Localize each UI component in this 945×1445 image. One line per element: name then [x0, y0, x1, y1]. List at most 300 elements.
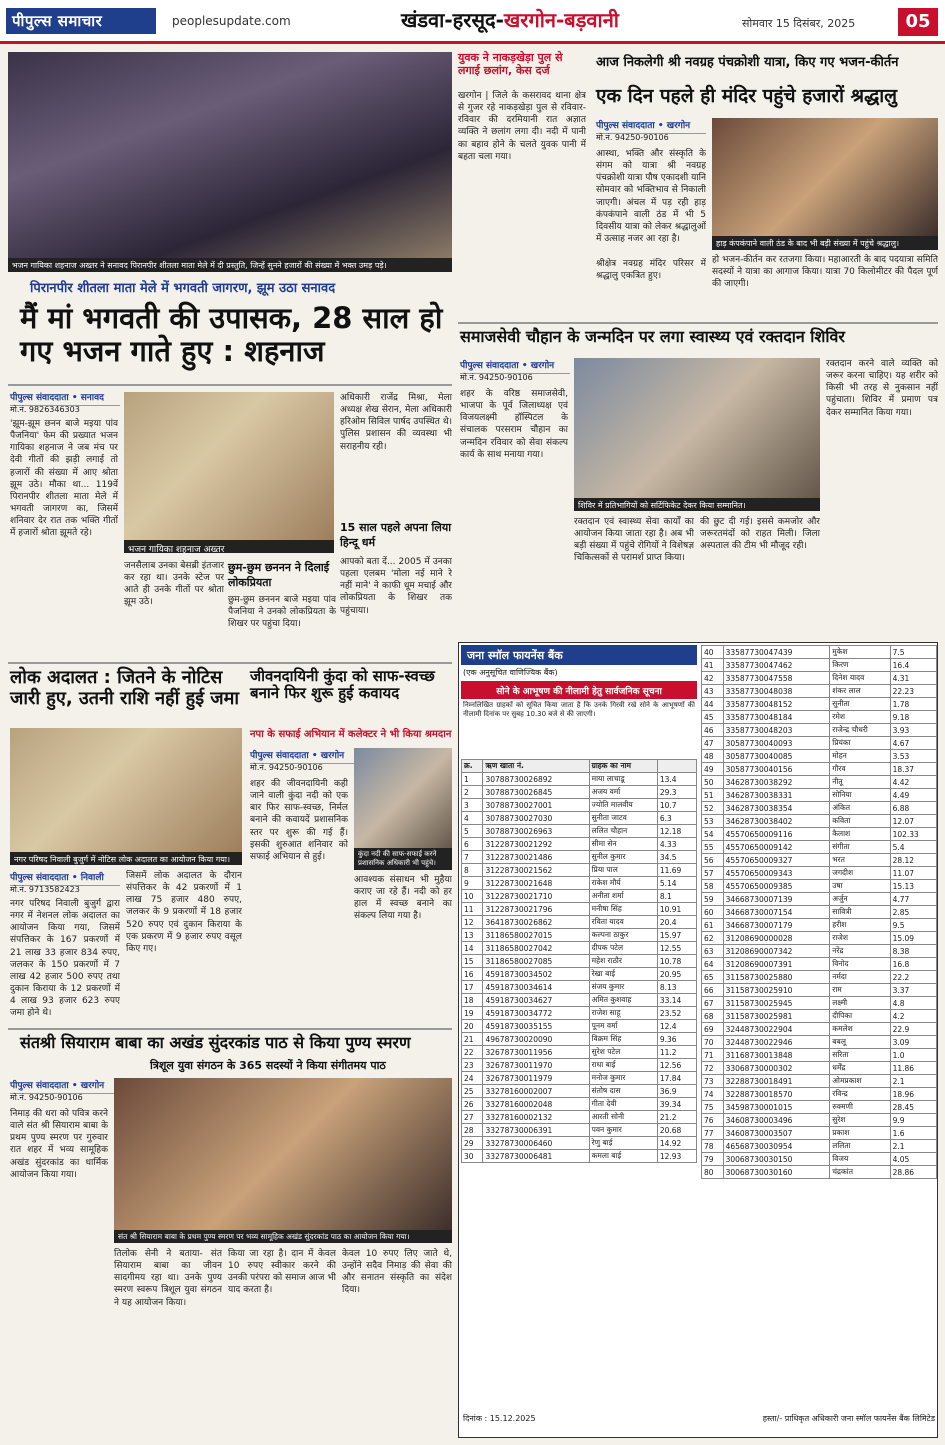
table-cell: 2.1	[890, 1075, 936, 1088]
table-cell: 31186580027042	[483, 942, 589, 955]
story4-body-col4: रक्तदान करने वाले व्यक्ति को जरूर करना चाहिए। यह शरीर को किसी भी तरह से नुकसान नहीं पहुंचाता। शिविर में प्रमाण पत्र देकर सम्मानित किया गया।	[826, 359, 938, 418]
table-row	[702, 893, 937, 906]
table-cell: कैलाश	[830, 828, 890, 841]
table-cell: 18.37	[890, 763, 936, 776]
table-cell: रविन्द्र	[830, 1088, 890, 1101]
table-cell: 31168730013848	[723, 1049, 830, 1062]
table-cell: महेश राठौर	[589, 955, 657, 968]
table-row	[462, 1046, 697, 1059]
table-cell: 40	[702, 646, 724, 659]
story6-body-col2: आवश्यक संसाधन भी मुहैया कराए जा रहे हैं। नदी को हर हाल में स्वच्छ बनाने का संकल्प लिया गया है।	[354, 875, 452, 922]
sundarkand-photo	[114, 1078, 452, 1230]
table-row	[702, 997, 937, 1010]
website-url[interactable]: peoplesupdate.com	[172, 14, 291, 28]
bank-subtitle: (एक अनुसूचित वाणिज्यिक बैंक)	[463, 668, 558, 677]
table-cell: ललित चौहान	[589, 825, 657, 838]
table-cell: 60	[702, 906, 724, 919]
divider	[8, 384, 452, 386]
table-row	[702, 802, 937, 815]
table-cell: 6.3	[657, 812, 696, 825]
story1-mobile: मो.नं. 9826346303	[10, 405, 80, 414]
table-cell: सरिता	[830, 1049, 890, 1062]
story5-body-col2: जिसमें लोक अदालत के दौरान संपत्तिकर के 42 प्रकरणों में 1 लाख 75 हजार 480 रुपए, जलकर के 9 प्रकरणों में 18 हजार 520 रुपए एवं दुकान किराया के एक प्रकरण में 9 हजार रुपए वसूल किए गए।	[126, 871, 242, 954]
table-cell: प्रिया पाल	[589, 864, 657, 877]
table-cell: 14	[462, 942, 483, 955]
table-cell: 34628730038354	[723, 802, 830, 815]
table-cell: 33587730047462	[723, 659, 830, 672]
story6-mobile: मो.नं. 94250-90106	[250, 763, 323, 772]
table-row	[702, 1166, 937, 1179]
story3-body-col3: श्रीक्षेत्र नवग्रह मंदिर परिसर में श्रद्धालु एकत्रित हुए।	[596, 259, 706, 282]
table-cell: 71	[702, 1049, 724, 1062]
table-cell: रेणु बाई	[589, 1137, 657, 1150]
table-cell: 30788730027001	[483, 799, 589, 812]
table-row	[702, 672, 937, 685]
story3-headline: एक दिन पहले ही मंदिर पहुंचे हजारों श्रद्धालु	[596, 85, 898, 107]
story3-mobile: मो.नं. 94250-90106	[596, 133, 669, 142]
table-row	[462, 1059, 697, 1072]
table-cell: 30068730030150	[723, 1153, 830, 1166]
table-row	[702, 958, 937, 971]
story7-byline: पीपुल्स संवाददाता • खरगोन	[10, 1078, 120, 1094]
table-cell: भरत	[830, 854, 890, 867]
kunda-river-photo	[354, 748, 452, 848]
table-row	[702, 945, 937, 958]
table-cell: 1.6	[890, 1127, 936, 1140]
table-cell: 32448730022946	[723, 1036, 830, 1049]
table-row	[462, 1150, 697, 1163]
table-cell: 10.91	[657, 903, 696, 916]
table-row	[702, 711, 937, 724]
table-cell: 76	[702, 1114, 724, 1127]
table-row	[702, 685, 937, 698]
table-cell: 33278730006391	[483, 1124, 589, 1137]
table-cell: 31186580027015	[483, 929, 589, 942]
table-cell: सीमा सेन	[589, 838, 657, 851]
story2-body: खरगोन | जिले के कसरावद थाना क्षेत्र से गुजर रहे नाकड़खेड़ा पुल से रविवार-रविवार की दरमियानी रात अज्ञात व्यक्ति ने छलांग लगा दी। नदी में पानी का बहाव होने के चलते युवक पानी में बहता चला गया।	[458, 91, 586, 162]
table-cell: 12.93	[657, 1150, 696, 1163]
table-cell: 4.8	[890, 997, 936, 1010]
table-cell: 34628730038331	[723, 789, 830, 802]
accounts-table-left	[461, 759, 697, 1407]
story3-byline: पीपुल्स संवाददाता • खरगोन	[596, 118, 706, 134]
camp-photo-caption: शिविर में प्रतिभागियों को सर्टिफिकेट देकर किया सम्मानित।	[574, 498, 820, 511]
camp-photo	[574, 358, 820, 498]
notice-signatory: हस्ता/- प्राधिकृत अधिकारी जना स्मॉल फायनेंस बैंक लिमिटेड	[762, 1414, 935, 1423]
table-cell: 33587730048184	[723, 711, 830, 724]
table-cell: 24	[462, 1072, 483, 1085]
table-cell: कल्पना ठाकुर	[589, 929, 657, 942]
table-cell: अंकित	[830, 802, 890, 815]
table-row	[702, 1101, 937, 1114]
table-cell: अमित कुशवाह	[589, 994, 657, 1007]
table-row	[702, 932, 937, 945]
table-row	[702, 776, 937, 789]
table-cell: 59	[702, 893, 724, 906]
table-cell: 33068730000302	[723, 1062, 830, 1075]
table-cell: 45918730034614	[483, 981, 589, 994]
table-cell: 31208690007391	[723, 958, 830, 971]
story4-body-col2: रक्तदान एवं स्वास्थ्य सेवा कार्यों का आयोजन किया जाता रहा है। अब भी बड़ी संख्या में पहुंचे रोगियों ने विशेषज्ञ चिकित्सकों से परामर्श प्राप्त किया।	[574, 517, 694, 564]
masthead	[0, 0, 945, 44]
story7-body: निमाड़ की धरा को पवित्र करने वाले संत श्री सियाराम बाबा के प्रथम पुण्य स्मरण पर गुरुवार रात शहर में भव्य सामूहिक अखंड सुंदरकांड का धार्मिक आयोजन किया गया।	[10, 1109, 108, 1180]
table-cell: 1	[462, 773, 483, 786]
table-cell: चंद्रकांत	[830, 1166, 890, 1179]
table-cell: 53	[702, 815, 724, 828]
table-cell: 31228730021486	[483, 851, 589, 864]
table-cell: दीपक पटेल	[589, 942, 657, 955]
table-row	[462, 838, 697, 851]
table-cell: 3.53	[890, 750, 936, 763]
table-cell: 34598730001015	[723, 1101, 830, 1114]
table-cell: 77	[702, 1127, 724, 1140]
table-cell: 12.56	[657, 1059, 696, 1072]
table-cell: 33278730006460	[483, 1137, 589, 1150]
table-cell: 33278160002132	[483, 1111, 589, 1124]
table-cell: 4.33	[657, 838, 696, 851]
table-row	[462, 968, 697, 981]
table-cell: 10.78	[657, 955, 696, 968]
table-cell: 4.2	[890, 1010, 936, 1023]
table-cell: 30587730040156	[723, 763, 830, 776]
table-cell: 23	[462, 1059, 483, 1072]
table-cell: राकेश मौर्य	[589, 877, 657, 890]
table-cell: 3	[462, 799, 483, 812]
table-row	[462, 825, 697, 838]
table-cell: 32678730011979	[483, 1072, 589, 1085]
table-cell: लक्ष्मी	[830, 997, 890, 1010]
table-row	[702, 763, 937, 776]
table-cell: 33587730047558	[723, 672, 830, 685]
table-cell: 34668730007139	[723, 893, 830, 906]
table-cell: 19	[462, 1007, 483, 1020]
table-cell: 31228730021796	[483, 903, 589, 916]
table-cell: सुरेश	[830, 1114, 890, 1127]
table-cell: 2.1	[890, 1140, 936, 1153]
table-cell: 32288730018570	[723, 1088, 830, 1101]
table-cell: 45918730034627	[483, 994, 589, 1007]
story4-mobile: मो.नं. 94250-90106	[460, 373, 533, 382]
kunda-photo-caption: कुंदा नदी की साफ-सफाई करने प्रशासनिक अधिकारी भी पहुंचे।	[354, 848, 452, 870]
table-cell: ज्योति मालवीय	[589, 799, 657, 812]
table-cell: 30788730026845	[483, 786, 589, 799]
table-cell: 46	[702, 724, 724, 737]
table-cell: 9.9	[890, 1114, 936, 1127]
table-row	[702, 1153, 937, 1166]
story1-byline: पीपुल्स संवाददाता • सनावद	[10, 390, 120, 406]
table-cell: 54	[702, 828, 724, 841]
table-cell: 34608730003496	[723, 1114, 830, 1127]
table-cell: 20.68	[657, 1124, 696, 1137]
table-cell: 43	[702, 685, 724, 698]
table-cell: 31228730021292	[483, 838, 589, 851]
story2-headline: युवक ने नाकड़खेड़ा पुल से लगाई छलांग, केस दर्ज	[458, 51, 563, 77]
table-cell: 34628730038292	[723, 776, 830, 789]
table-cell: 28.86	[890, 1166, 936, 1179]
table-cell: 22	[462, 1046, 483, 1059]
table-cell: 11.2	[657, 1046, 696, 1059]
table-cell: 20.95	[657, 968, 696, 981]
table-cell: 20.4	[657, 916, 696, 929]
sundarkand-photo-caption: संत श्री सियाराम बाबा के प्रथम पुण्य स्मरण पर भव्य सामूहिक अखंड सुंदरकांड पाठ का आयोजन किया गया।	[114, 1230, 452, 1243]
table-cell: 18.96	[890, 1088, 936, 1101]
auction-notice	[458, 642, 938, 1438]
table-cell: 6.88	[890, 802, 936, 815]
table-row	[462, 851, 697, 864]
story5-mobile: मो.नं. 9713582423	[10, 885, 80, 894]
table-cell: 34628730038402	[723, 815, 830, 828]
table-row	[462, 903, 697, 916]
table-cell: राधा बाई	[589, 1059, 657, 1072]
table-row	[702, 1010, 937, 1023]
story7-mobile: मो.नं. 94250-90106	[10, 1093, 83, 1102]
table-row	[702, 854, 937, 867]
table-cell: 17.84	[657, 1072, 696, 1085]
table-cell: मुकेश	[830, 646, 890, 659]
table-cell: कमलेश	[830, 1023, 890, 1036]
table-cell: 23.52	[657, 1007, 696, 1020]
table-cell: 20	[462, 1020, 483, 1033]
table-cell: गीता देवी	[589, 1098, 657, 1111]
table-cell: 57	[702, 867, 724, 880]
story1-subhead-2: छुम-छुम छननन ने दिलाई लोकप्रियता	[228, 561, 330, 589]
notice-date: दिनांक : 15.12.2025	[463, 1414, 536, 1423]
table-cell: 2	[462, 786, 483, 799]
story1-body-col5: आपको बता दें... 2005 में उनका पहला एलबम 'मोला नई माने रे नहीं माने' ने काफी धूम मचाई और लोकप्रियता के शिखर तक पहुंचाया।	[340, 557, 452, 616]
table-cell: 15	[462, 955, 483, 968]
table-row	[702, 919, 937, 932]
table-cell: 34.5	[657, 851, 696, 864]
table-cell: 29	[462, 1137, 483, 1150]
table-cell: 21	[462, 1033, 483, 1046]
story7-body-col2: तिलोक सेनी ने बताया- संत सियाराम बाबा का जीवन सादगीमय रहा था। उनके पुण्य स्मरण स्वरूप त्रिशूल युवा संगठन ने यह आयोजन किया।	[114, 1249, 222, 1308]
story1-headline: मैं मां भगवती की उपासक, 28 साल हो गए भजन गाते हुए : शहनाज	[20, 301, 443, 369]
table-cell: उषा	[830, 880, 890, 893]
story1-body-col2: जनसैलाब उनका बेसब्री इंतजार कर रहा था। उनके स्टेज पर आते ही उनके गीतों पर श्रोता झूम उठे।	[124, 561, 224, 608]
table-cell: 74	[702, 1088, 724, 1101]
table-cell: 17	[462, 981, 483, 994]
table-cell: 10	[462, 890, 483, 903]
table-cell: 36418730026862	[483, 916, 589, 929]
table-cell: 33278160002048	[483, 1098, 589, 1111]
table-cell: 12.55	[657, 942, 696, 955]
issue-date: सोमवार 15 दिसंबर, 2025	[742, 17, 856, 30]
table-cell: बबलू	[830, 1036, 890, 1049]
table-row	[702, 646, 937, 659]
story3-body: आस्था, भक्ति और संस्कृति के संगम को यात्रा श्री नवग्रह पंचक्रोशी यात्रा पौष एकादशी यानि सोमवार को भक्तिभाव से निकाली जाएगी। अंचल में पड़ रही हाड़ कंपकंपाने वाली ठंड में भी 5 दिवसीय यात्रा को लेकर श्रद्धालुओं में उत्साह नजर आ रहा है।	[596, 149, 706, 244]
table-cell: 31158730025981	[723, 1010, 830, 1023]
table-cell: 9	[462, 877, 483, 890]
story3-body-col2: हो भजन-कीर्तन कर रतजगा किया। महाआरती के बाद पदयात्रा समिति सदस्यों ने यात्रा का आगाज किया। यात्रा 70 किलोमीटर की पैदल पूर्ण की जाएगी।	[712, 255, 938, 290]
table-cell: 3.09	[890, 1036, 936, 1049]
table-cell: 33587730048038	[723, 685, 830, 698]
table-cell: सुनीता जाटव	[589, 812, 657, 825]
table-row	[462, 786, 697, 799]
table-row	[702, 659, 937, 672]
table-row	[462, 981, 697, 994]
divider	[8, 1028, 452, 1030]
table-cell: 13.4	[657, 773, 696, 786]
table-cell: 5.4	[890, 841, 936, 854]
table-cell: 18	[462, 994, 483, 1007]
table-cell: 45570650009116	[723, 828, 830, 841]
table-cell: 16	[462, 968, 483, 981]
table-cell: सोनिया	[830, 789, 890, 802]
table-cell: 12.4	[657, 1020, 696, 1033]
table-cell: 58	[702, 880, 724, 893]
table-cell: 30587730040093	[723, 737, 830, 750]
story6-kicker: नपा के सफाई अभियान में कलेक्टर ने भी किया श्रमदान	[250, 729, 452, 740]
table-cell: 16.8	[890, 958, 936, 971]
story1-subhead-1: 15 साल पहले अपना लिया हिन्दू धर्म	[340, 521, 452, 549]
divider	[8, 662, 452, 664]
table-cell: 70	[702, 1036, 724, 1049]
table-row	[702, 1127, 937, 1140]
table-cell: 80	[702, 1166, 724, 1179]
table-row	[702, 1023, 937, 1036]
table-row	[702, 1049, 937, 1062]
table-row	[702, 1036, 937, 1049]
story6-headline: जीवनदायिनी कुंदा को साफ-स्वच्छ बनाने फिर शुरू हुई कवायद	[250, 667, 435, 703]
table-row	[462, 1007, 697, 1020]
table-cell: 45570650009327	[723, 854, 830, 867]
table-cell: 30788730026892	[483, 773, 589, 786]
story1-kicker: पिरानपीर शीतला माता मेले में भगवती जागरण, झूम उठा सनावद	[30, 281, 336, 296]
bank-name: जना स्मॉल फायनेंस बैंक	[461, 645, 697, 665]
table-cell: 73	[702, 1075, 724, 1088]
lok-adalat-caption: नगर परिषद निवाली बुजुर्ग में नोटिस लोक अदालत का आयोजन किया गया।	[10, 852, 242, 865]
table-cell: 11.07	[890, 867, 936, 880]
table-row	[462, 1085, 697, 1098]
table-cell: किरण	[830, 659, 890, 672]
table-cell: 15.97	[657, 929, 696, 942]
table-cell: 9.36	[657, 1033, 696, 1046]
table-cell: कमला बाई	[589, 1150, 657, 1163]
table-cell: 12.18	[657, 825, 696, 838]
table-cell: 67	[702, 997, 724, 1010]
table-cell: 9.18	[890, 711, 936, 724]
table-cell: 102.33	[890, 828, 936, 841]
table-cell: 47	[702, 737, 724, 750]
table-cell: 26	[462, 1098, 483, 1111]
table-cell: राजेश साहू	[589, 1007, 657, 1020]
table-cell: 45918730035155	[483, 1020, 589, 1033]
table-cell: 32678730011956	[483, 1046, 589, 1059]
table-cell: 8.13	[657, 981, 696, 994]
story7-body-col3: किया जा रहा है। दान में केवल 10 रुपए स्वीकार करने की उनकी परंपरा को समाज आज भी याद करता है।	[228, 1249, 336, 1296]
table-row	[702, 984, 937, 997]
table-cell: 4.42	[890, 776, 936, 789]
table-cell: 34608730003507	[723, 1127, 830, 1140]
singer-photo-caption: भजन गायिका शहनाज अख्तर	[124, 540, 334, 553]
table-cell: 56	[702, 854, 724, 867]
table-cell: मनोज कुमार	[589, 1072, 657, 1085]
story7-headline: संतश्री सियाराम बाबा का अखंड सुंदरकांड पाठ से किया पुण्य स्मरण	[20, 1033, 411, 1052]
table-row	[702, 1088, 937, 1101]
table-cell: 34668730007179	[723, 919, 830, 932]
table-cell: पूनम वर्मा	[589, 1020, 657, 1033]
crowd-photo-caption: भजन गायिका शहनाज अख्तर ने सनावद पिरानपीर शीतला माता मेले में दी प्रस्तुति, जिन्हें सुनने हजारों की संख्या में भक्त उमड़ पड़े।	[8, 258, 452, 272]
table-cell: पवन कुमार	[589, 1124, 657, 1137]
table-cell: अजय वर्मा	[589, 786, 657, 799]
table-row	[462, 1137, 697, 1150]
table-cell: राजेन्द्र चौधरी	[830, 724, 890, 737]
table-row	[462, 799, 697, 812]
table-cell: 1.0	[890, 1049, 936, 1062]
table-cell: 45	[702, 711, 724, 724]
table-row	[702, 1114, 937, 1127]
table-row	[462, 812, 697, 825]
table-cell: 9.5	[890, 919, 936, 932]
table-cell: 12.07	[890, 815, 936, 828]
table-cell: 64	[702, 958, 724, 971]
table-cell: 4	[462, 812, 483, 825]
table-cell: नीतू	[830, 776, 890, 789]
table-cell: दिनेश यादव	[830, 672, 890, 685]
story4-body-col3: की छुट दी गई। इससे कमजोर और जरूरतमंदों को राहत मिली। जिला अस्पताल की टीम भी मौजूद रही।	[700, 517, 820, 552]
notice-intro: निम्नलिखित ग्राहकों को सूचित किया जाता है कि उनके गिरवी रखे सोने के आभूषणों की नीलामी दिनांक पर सुबह 10.30 बजे से की जाएगी।	[463, 701, 695, 719]
table-cell: 31228730021710	[483, 890, 589, 903]
table-cell: 32678730011970	[483, 1059, 589, 1072]
table-cell: 15.09	[890, 932, 936, 945]
crowd-photo	[8, 52, 452, 258]
table-cell: 50	[702, 776, 724, 789]
table-cell: 69	[702, 1023, 724, 1036]
table-cell: 6	[462, 838, 483, 851]
table-cell: 8.38	[890, 945, 936, 958]
table-row	[702, 1140, 937, 1153]
table-cell: 7.5	[890, 646, 936, 659]
table-row	[702, 698, 937, 711]
table-cell: 31208690007342	[723, 945, 830, 958]
devotees-photo	[712, 118, 938, 236]
table-cell: प्रियंका	[830, 737, 890, 750]
table-cell: 30788730027030	[483, 812, 589, 825]
table-row	[702, 750, 937, 763]
table-cell: 2.85	[890, 906, 936, 919]
table-cell: 30587730040085	[723, 750, 830, 763]
table-cell: 78	[702, 1140, 724, 1153]
table-cell: 4.05	[890, 1153, 936, 1166]
table-cell: 4.67	[890, 737, 936, 750]
table-cell: 5.14	[657, 877, 696, 890]
story5-byline: पीपुल्स संवाददाता • निवाली	[10, 870, 120, 886]
table-row	[702, 880, 937, 893]
table-row	[702, 906, 937, 919]
table-cell: 4.77	[890, 893, 936, 906]
table-cell: 31158730025910	[723, 984, 830, 997]
story5-headline: लोक अदालत : जितने के नोटिस जारी हुए, उतनी राशि नहीं हुई जमा	[10, 667, 240, 709]
table-cell: 72	[702, 1062, 724, 1075]
table-cell: संगीता	[830, 841, 890, 854]
table-cell: 4.49	[890, 789, 936, 802]
table-cell: नरेंद्र	[830, 945, 890, 958]
table-row	[702, 737, 937, 750]
table-cell: सुनीता	[830, 698, 890, 711]
table-row	[702, 971, 937, 984]
table-cell: 3.93	[890, 724, 936, 737]
table-cell: 31208690000028	[723, 932, 830, 945]
story1-body-col4: अधिकारी राजेंद्र मिश्रा, मेला अध्यक्ष शेख सेरान, मेला अधिकारी हरिओम सिविल पार्षद उपस्थित थे। पुलिस प्रशासन की व्यवस्था भी सराहनीय रही।	[340, 393, 452, 452]
table-cell: 45570650009142	[723, 841, 830, 854]
table-cell: 10.7	[657, 799, 696, 812]
section-title: खंडवा-हरसूद-खरगोन-बड़वानी	[401, 8, 619, 32]
table-cell: विजय	[830, 1153, 890, 1166]
table-cell: 8.1	[657, 890, 696, 903]
table-row	[702, 1062, 937, 1075]
table-cell: 62	[702, 932, 724, 945]
table-cell: 31158730025880	[723, 971, 830, 984]
